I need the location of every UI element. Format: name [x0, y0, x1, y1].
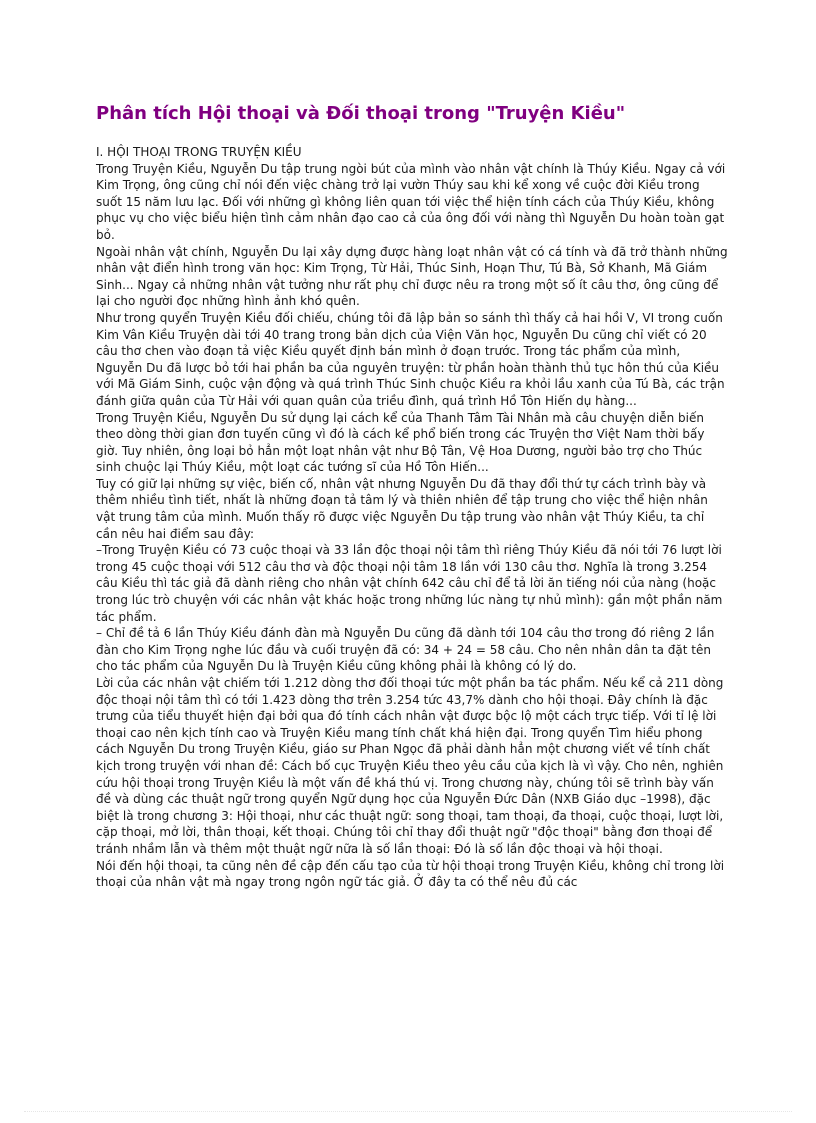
paragraph: Nói đến hội thoại, ta cũng nên đề cập đến cấu tạo của từ hội thoại trong Truyện Kiều, không chỉ trong lời thoại của nhân vật mà ngay trong ngôn ngữ tác giả. Ở đây ta có thể nêu đủ các	[96, 858, 725, 890]
paragraph: – Chỉ đề tả 6 lần Thúy Kiều đánh đàn mà Nguyễn Du cũng đã dành tới 104 câu thơ trong đó riêng 2 lần đàn cho Kim Trọng nghe lúc đầu và cuối truyện đã có: 34 + 24 = 58 câu. Cho nên nhân dân ta đặt tên cho tác phẩm của Nguyễn Du là Truyện Kiều cũng không phải là không có lý do.	[96, 626, 715, 674]
paragraph: Như trong quyển Truyện Kiều đối chiếu, chúng tôi đã lập bản so sánh thì thấy cả hai hồi V, VI trong cuốn Kim Vân Kiều Truyện dài tới 40 trang trong bản dịch của Viện Văn học, Nguyễn Du cũng chỉ viết có 20 câu thơ chen vào đoạn tả việc Kiều quyết định bán mình ở đoạn trước. Trong tác phẩm của mình, Nguyễn Du đã lược bỏ tới hai phần ba của nguyên truyện: từ phần hoàn thành thủ tục hôn thú của Kiều với Mã Giám Sinh, cuộc vận động và quá trình Thúc Sinh chuộc Kiều ra khỏi lầu xanh của Tú Bà, các trận đánh giữa quân của Từ Hải với quan quân của triều đình, quá trình Hồ Tôn Hiến dụ hàng...	[96, 310, 725, 408]
section-heading: I. HỘI THOẠI TRONG TRUYỆN KIỀU	[96, 145, 302, 159]
page-bottom-divider	[24, 1111, 792, 1112]
paragraph: Trong Truyện Kiều, Nguyễn Du tập trung ngòi bút của mình vào nhân vật chính là Thúy Kiều. Ngay cả với Kim Trọng, ông cũng chỉ nói đến việc chàng trở lại vườn Thúy sau khi kể xong về cuộc đời Kiều trong suốt 15 năm lưu lạc. Đối với những gì không liên quan tới việc thể hiện tính cách của Thúy Kiều, không phục vụ cho việc biểu hiện tình cảm nhân đạo cao cả của ông đối với nàng thì Nguyễn Du hoàn toàn gạt bỏ.	[96, 161, 726, 242]
paragraph: Lời của các nhân vật chiếm tới 1.212 dòng thơ đối thoại tức một phần ba tác phẩm. Nếu kể cả 211 dòng độc thoại nội tâm thì có tới 1.423 dòng thơ trên 3.254 tức 43,7% dành cho hội thoại. Đây chính là đặc trưng của tiểu thuyết hiện đại bởi qua đó tính cách nhân vật được bộc lộ một cách trực tiếp. Với tỉ lệ lời thoại cao nên kịch tính cao và Truyện Kiều mang tính chất khá hiện đại. Trong quyển Tìm hiểu phong cách Nguyễn Du trong Truyện Kiều, giáo sư Phan Ngọc đã phải dành hẳn một chương viết về tính chất kịch trong truyện với nhan đề: Cách bố cục Truyện Kiều theo yêu cầu của kịch là vì vậy. Cho nên, nghiên cứu hội thoại trong Truyện Kiều là một vấn đề khá thú vị. Trong chương này, chúng tôi sẽ trình bày vấn đề và dùng các thuật ngữ trong quyển Ngữ dụng học của Nguyễn Đức Dân (NXB Giáo dục –1998), đặc biệt là trong chương 3: Hội thoại, như các thuật ngữ: song thoại, tam thoại, đa thoại, cuộc thoại, lượt lời, cặp thoại, mở lời, thân thoại, kết thoại. Chúng tôi chỉ thay đổi thuật ngữ "độc thoại" bằng đơn thoại để tránh nhầm lẫn và thêm một thuật ngữ nữa là số lần thoại: Đó là số lần độc thoại và hội thoại.	[96, 676, 724, 856]
paragraph: Tuy có giữ lại những sự việc, biến cố, nhân vật nhưng Nguyễn Du đã thay đổi thứ tự cách trình bày và thêm nhiều tình tiết, nhất là những đoạn tả tâm lý và thiên nhiên để tập trung cho việc thể hiện nhân vật trung tâm của mình. Muốn thấy rõ được việc Nguyễn Du tập trung vào nhân vật Thúy Kiều, ta chỉ cần nêu hai điểm sau đây:	[96, 476, 708, 541]
document-body	[96, 144, 728, 891]
paragraph: Ngoài nhân vật chính, Nguyễn Du lại xây dựng được hàng loạt nhân vật có cá tính và đã trở thành những nhân vật điển hình trong văn học: Kim Trọng, Từ Hải, Thúc Sinh, Hoạn Thư, Tú Bà, Sở Khanh, Mã Giám Sinh... Ngay cả những nhân vật tưởng như rất phụ chỉ được nêu ra trong một số ít câu thơ, ông cũng để lại cho người đọc những hình ảnh khó quên.	[96, 244, 728, 309]
paragraph: Trong Truyện Kiều, Nguyễn Du sử dụng lại cách kể của Thanh Tâm Tài Nhân mà câu chuyện diễn biến theo dòng thời gian đơn tuyến cũng vì đó là cách kể phổ biến trong các Truyện thơ Việt Nam thời bấy giờ. Tuy nhiên, ông loại bỏ hẳn một loạt nhân vật như Bộ Tân, Vệ Hoa Dương, người bảo trợ cho Thúc sinh chuộc lại Thúy Kiều, một loạt các tướng sĩ của Hồ Tôn Hiến...	[96, 410, 705, 475]
document-title: Phân tích Hội thoại và Đối thoại trong "Truyện Kiều"	[96, 103, 626, 124]
paragraph: –Trong Truyện Kiều có 73 cuộc thoại và 33 lần độc thoại nội tâm thì riêng Thúy Kiều đã nói tới 76 lượt lời trong 45 cuộc thoại với 512 câu thơ và độc thoại nội tâm 18 lần với 130 câu thơ. Nghĩa là trong 3.254 câu Kiều thì tác giả đã dành riêng cho nhân vật chính 642 câu chỉ để tả lời ăn tiếng nói của nàng (hoặc trong lúc trò chuyện với các nhân vật khác hoặc trong những lúc nàng tự nhủ mình): gần một phần năm tác phẩm.	[96, 543, 723, 624]
